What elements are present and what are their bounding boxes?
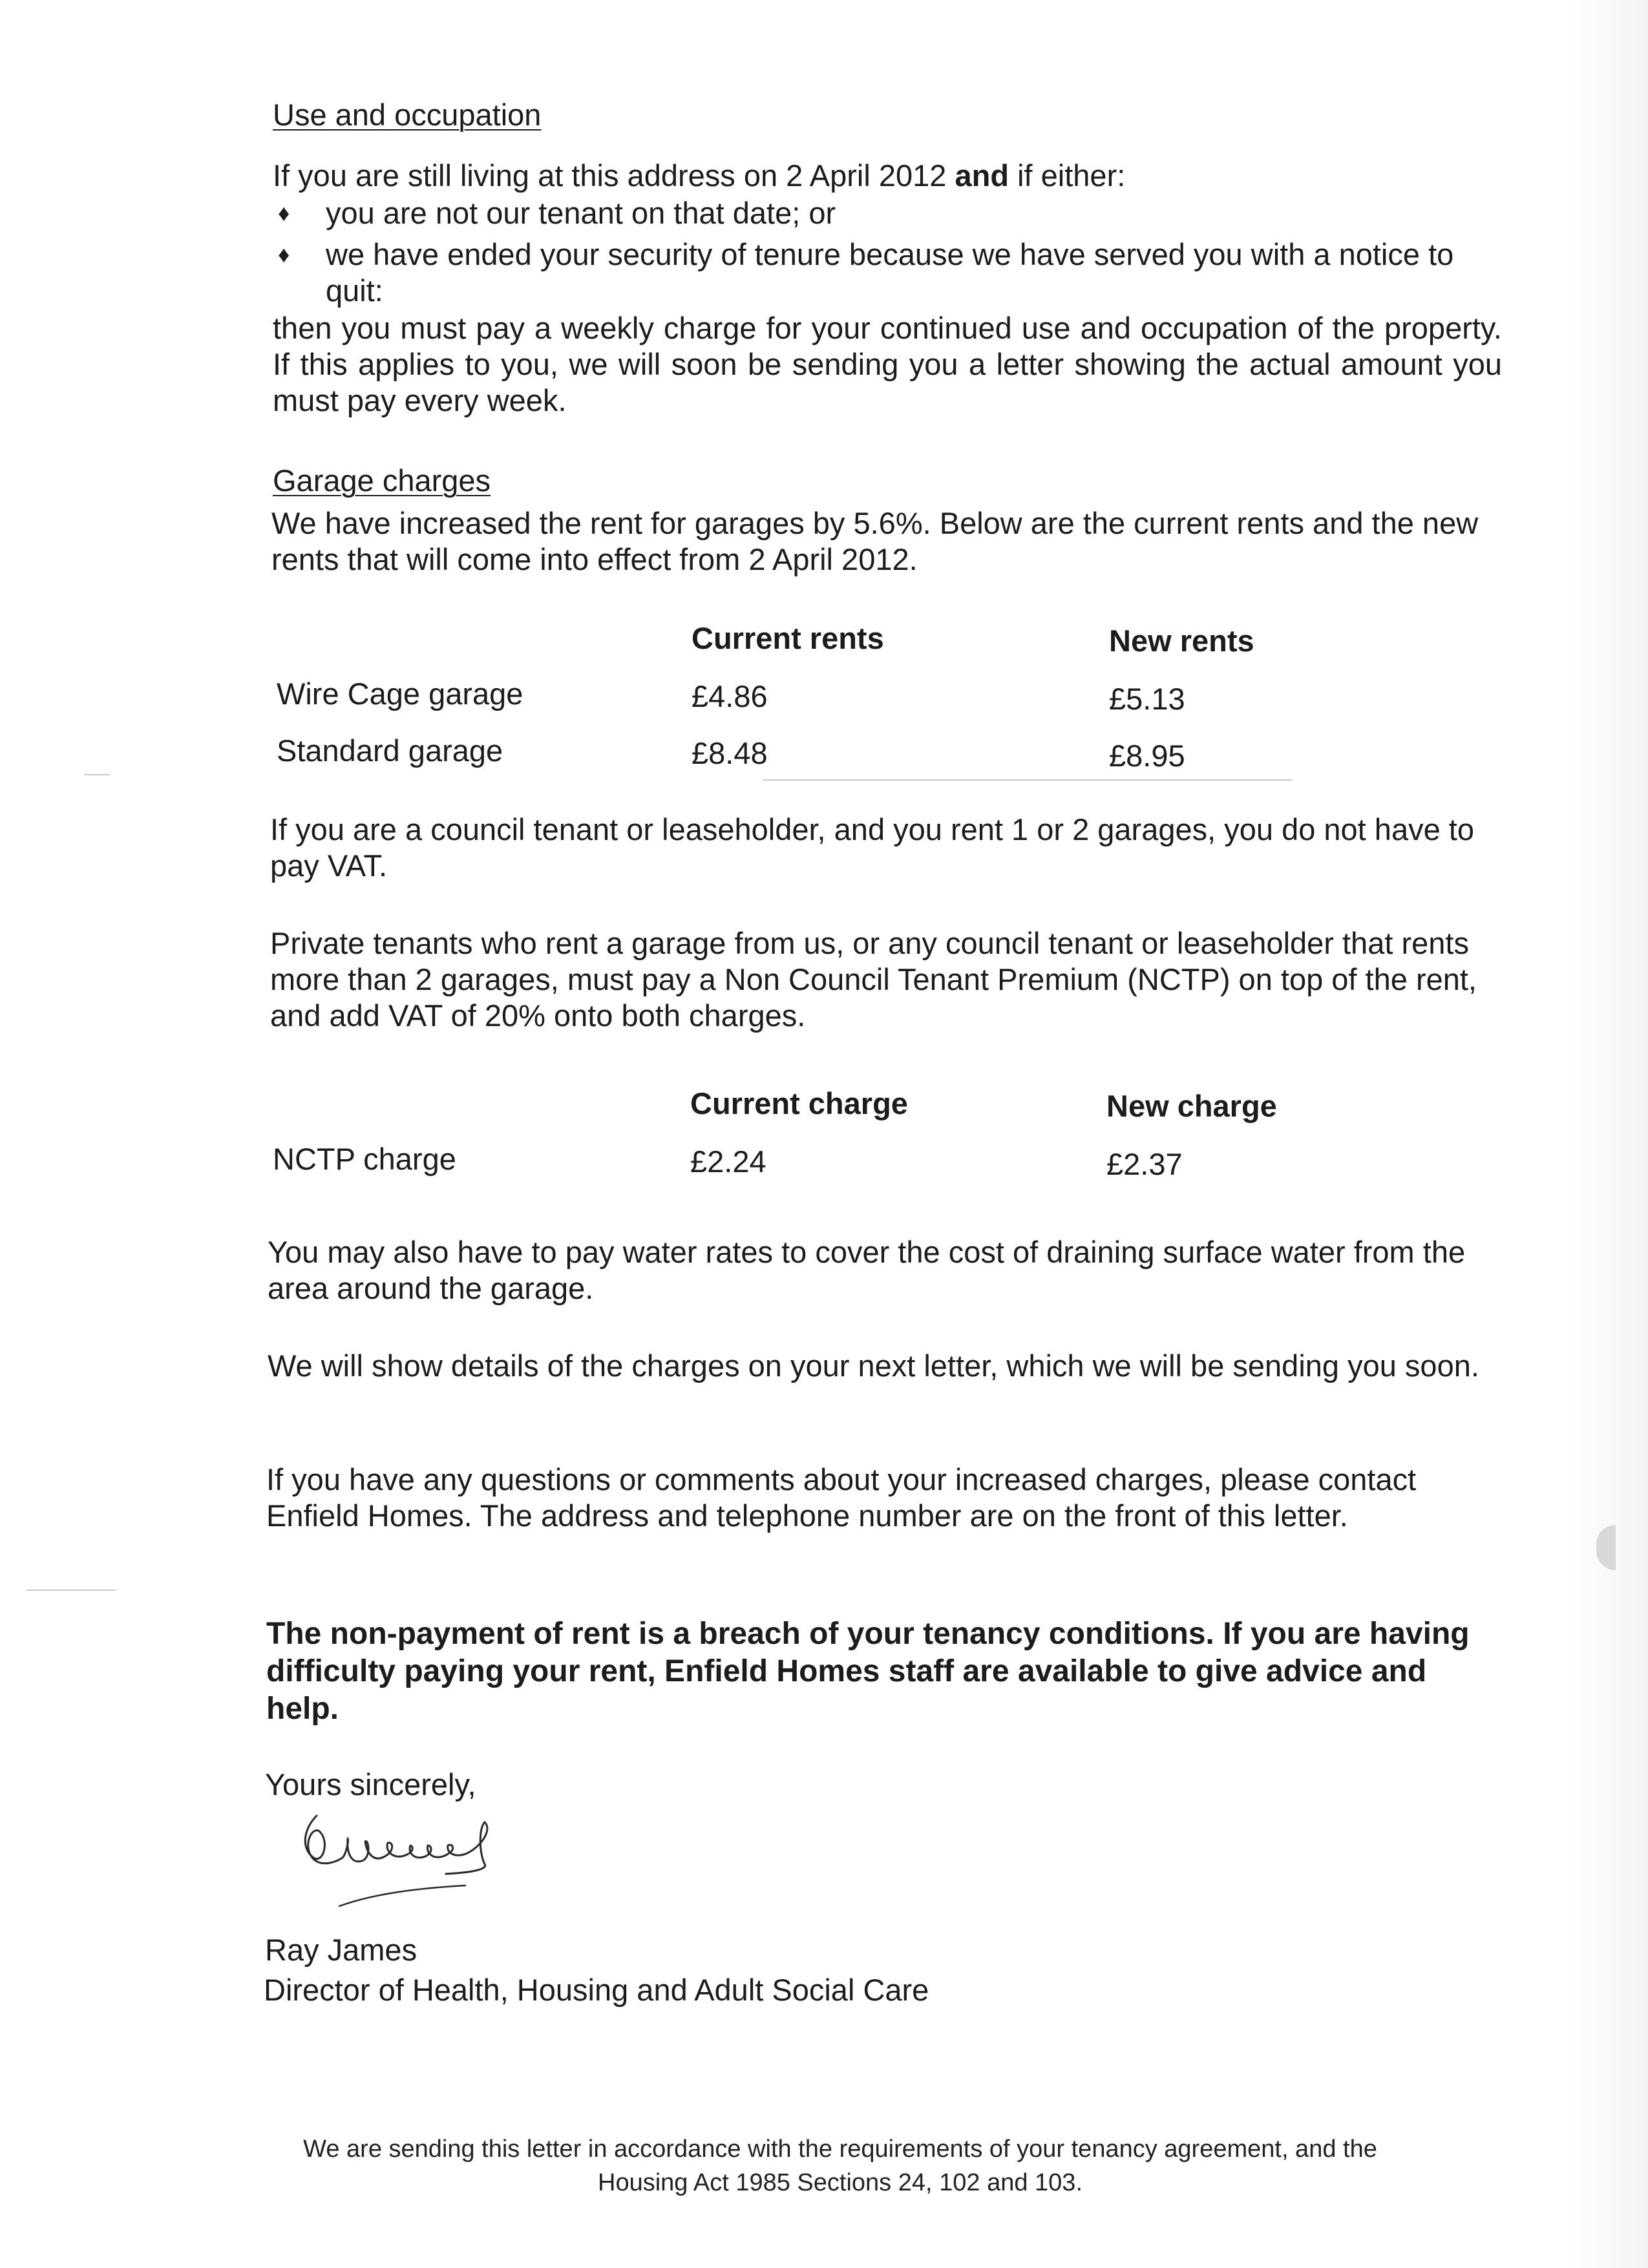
intro-text: If you are still living at this address on 2 April 2012	[273, 158, 955, 193]
table-row-label: Wire Cage garage	[277, 677, 523, 711]
bullet-text: you are not our tenant on that date; or	[326, 196, 836, 230]
table-row-label: NCTP charge	[273, 1142, 456, 1176]
use-occupation-conclusion: then you must pay a weekly charge for your continued use and occupation of the property. If this applies to you, we will soon be sending you a letter showing the actual amount you must pay every week.	[273, 311, 1502, 417]
scan-artifact-line	[26, 1590, 116, 1591]
contact-note: If you have any questions or comments about your increased charges, please contact Enfield Homes. The address and telephone number are on the front of this letter.	[266, 1462, 1417, 1533]
scan-edge-shade	[1570, 0, 1648, 2268]
scan-artifact-line	[84, 774, 110, 775]
diamond-bullet-icon: ♦	[278, 200, 290, 226]
signatory-name: Ray James	[265, 1933, 417, 1967]
garage-intro: We have increased the rent for garages by 5.6%. Below are the current rents and the new rents that will come into effect from 2 April 2012.	[271, 506, 1479, 576]
signature	[291, 1803, 523, 1916]
signatory-title: Director of Health, Housing and Adult Social Care	[264, 1973, 929, 2007]
intro-text-end: if either:	[1009, 158, 1126, 193]
non-payment-warning: The non-payment of rent is a breach of your tenancy conditions. If you are having difficulty paying your rent, Enfield Homes staff are available to give advice and help.	[266, 1617, 1470, 1726]
table-header-current-rents: Current rents	[692, 621, 884, 655]
table-cell-current: £8.48	[692, 736, 768, 770]
vat-note: If you are a council tenant or leaseholder, and you rent 1 or 2 garages, you do not have to pay VAT.	[270, 812, 1474, 883]
table-cell-new: £8.95	[1109, 739, 1185, 773]
bullet-text: we have ended your security of tenure because we have served you with a notice to quit:	[326, 237, 1454, 308]
table-cell-new: £2.37	[1106, 1147, 1183, 1181]
diamond-bullet-icon: ♦	[278, 241, 290, 268]
use-occupation-intro	[273, 158, 1501, 194]
intro-bold-and: and	[955, 158, 1009, 193]
table-cell-current: £2.24	[690, 1144, 766, 1179]
table-header-new-rents: New rents	[1109, 624, 1254, 658]
footer-line: Housing Act 1985 Sections 24, 102 and 103.	[598, 2169, 1083, 2196]
water-rates-note: You may also have to pay water rates to cover the cost of draining surface water from the area around the garage.	[268, 1235, 1466, 1305]
signature-scribble-icon	[291, 1803, 523, 1913]
use-occupation-heading: Use and occupation	[273, 98, 542, 132]
scan-artifact-line	[763, 779, 1293, 781]
table-cell-current: £4.86	[692, 679, 768, 713]
table-header-current-charge: Current charge	[690, 1086, 908, 1120]
bullet-item	[278, 195, 1508, 231]
garage-charges-heading: Garage charges	[273, 463, 491, 498]
legal-footer	[194, 2132, 1486, 2200]
footer-line: We are sending this letter in accordance with the requirements of your tenancy agreement, and the	[303, 2136, 1377, 2163]
bullet-item	[278, 236, 1508, 309]
salutation: Yours sincerely,	[265, 1767, 476, 1801]
table-row-label: Standard garage	[277, 733, 503, 768]
table-cell-new: £5.13	[1109, 682, 1185, 716]
table-header-new-charge: New charge	[1106, 1089, 1277, 1123]
private-tenant-note: Private tenants who rent a garage from us, or any council tenant or leaseholder that rents more than 2 garages, must pay a Non Council Tenant Premium (NCTP) on top of the rent, and add VAT of 20% onto both charges.	[270, 926, 1477, 1033]
details-note: We will show details of the charges on your next letter, which we will be sending you soon.	[268, 1349, 1479, 1383]
